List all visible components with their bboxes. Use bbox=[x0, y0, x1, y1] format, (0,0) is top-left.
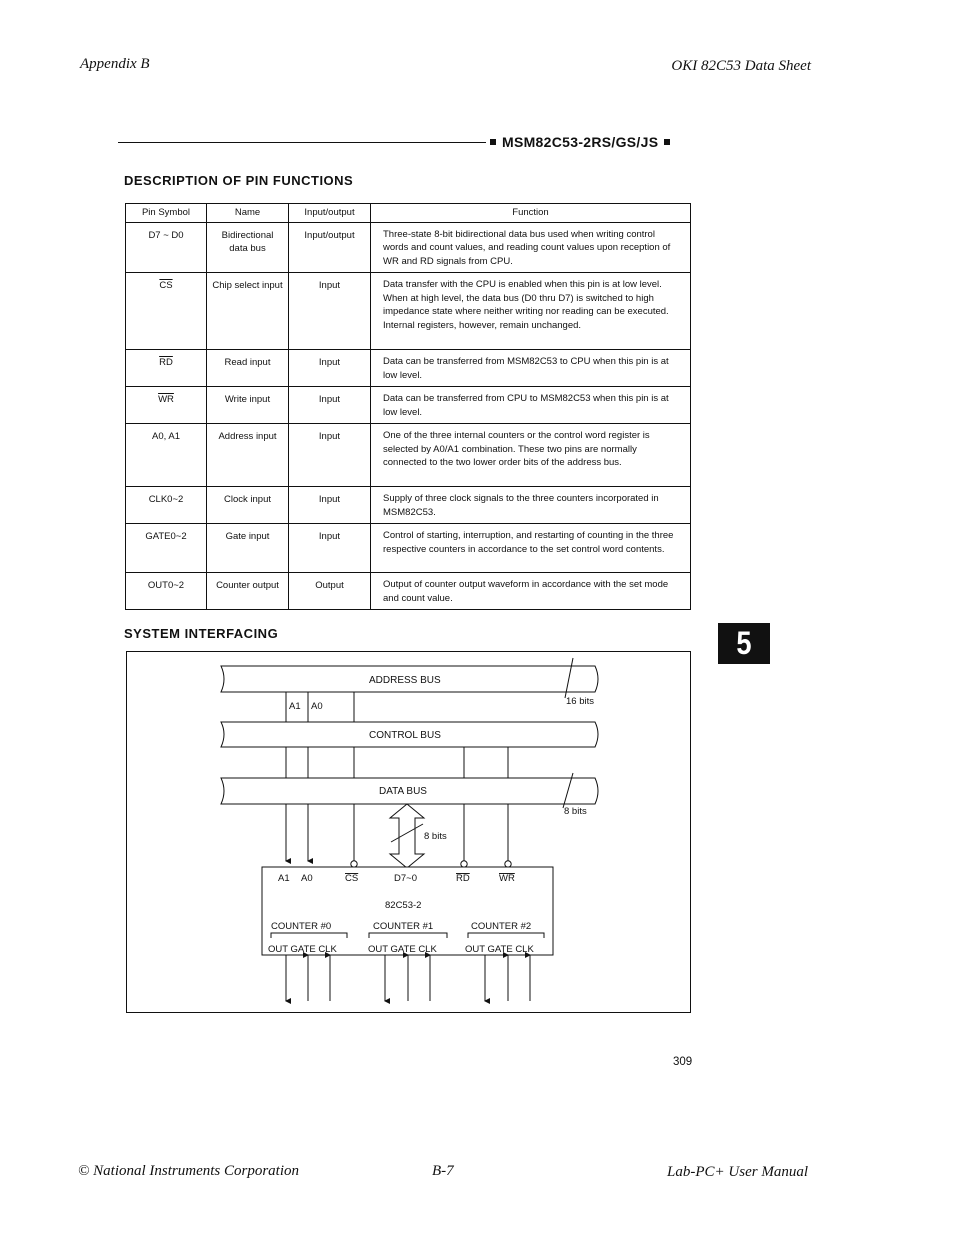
col-header-io: Input/output bbox=[289, 204, 371, 223]
section-heading-interfacing: SYSTEM INTERFACING bbox=[124, 626, 279, 641]
footer-copyright: © National Instruments Corporation bbox=[78, 1163, 300, 1179]
pin-function-cell: Three-state 8-bit bidirectional data bus used when writing control words and count values, and reading count values upon reception of WR and RD signals from CPU. bbox=[371, 222, 691, 273]
table-row bbox=[126, 424, 691, 487]
pin-name-cell: Chip select input bbox=[207, 273, 289, 350]
chip-pin-cs: CS bbox=[345, 873, 359, 884]
pin-function-cell: Supply of three clock signals to the three counters incorporated in MSM82C53. bbox=[371, 487, 691, 524]
pin-function-cell: One of the three internal counters or the control word register is selected by A0/A1 combination. These two pins are normally connected to the two lower order bits of the address bus. bbox=[371, 424, 691, 487]
table-row bbox=[126, 222, 691, 273]
a1-label: A1 bbox=[289, 701, 301, 712]
system-interfacing-diagram bbox=[126, 651, 691, 1013]
data-bidirectional-arrow bbox=[390, 804, 424, 868]
pin-symbol-cell: A0, A1 bbox=[126, 424, 207, 487]
pin-name-cell: Write input bbox=[207, 387, 289, 424]
pin-io-cell: Input bbox=[289, 387, 371, 424]
table-row bbox=[126, 573, 691, 610]
pin-function-cell: Data can be transferred from MSM82C53 to CPU when this pin is at low level. bbox=[371, 350, 691, 387]
pin-io-cell: Input bbox=[289, 350, 371, 387]
pin-io-cell: Input bbox=[289, 487, 371, 524]
counter-2-label: COUNTER #2 bbox=[471, 921, 532, 932]
pin-io-cell: Output bbox=[289, 573, 371, 610]
model-title bbox=[484, 134, 676, 150]
pin-symbol-cell: CS bbox=[126, 273, 207, 350]
address-bus-label: ADDRESS BUS bbox=[369, 675, 441, 686]
chip-name: 82C53-2 bbox=[385, 900, 422, 911]
pin-io-cell: Input bbox=[289, 273, 371, 350]
pin-name-cell: Read input bbox=[207, 350, 289, 387]
table-row bbox=[126, 524, 691, 573]
chip-pin-a0: A0 bbox=[301, 873, 313, 884]
table-row bbox=[126, 273, 691, 350]
counter-2-pins: OUT GATE CLK bbox=[465, 944, 534, 955]
page-number: 309 bbox=[673, 1056, 693, 1068]
table-header-row bbox=[126, 204, 691, 223]
counter-1-pins: OUT GATE CLK bbox=[368, 944, 437, 955]
pin-name-cell: Counter output bbox=[207, 573, 289, 610]
table-row bbox=[126, 487, 691, 524]
chip-pin-d7-0: D7~0 bbox=[394, 873, 417, 884]
pin-io-cell: Input bbox=[289, 524, 371, 573]
address-width-label: 16 bits bbox=[566, 696, 594, 707]
table-row bbox=[126, 387, 691, 424]
col-header-function: Function bbox=[371, 204, 691, 223]
pin-symbol-cell: CLK0~2 bbox=[126, 487, 207, 524]
pin-function-cell: Control of starting, interruption, and restarting of counting in the three respective counters in accordance to the set control word contents. bbox=[371, 524, 691, 573]
section-tab-number: 5 bbox=[736, 625, 752, 661]
footer-manual-title: Lab-PC+ User Manual bbox=[667, 1164, 808, 1180]
pin-symbol-cell: RD bbox=[126, 350, 207, 387]
counter-0-label: COUNTER #0 bbox=[271, 921, 332, 932]
data-width-label: 8 bits bbox=[564, 806, 587, 817]
pin-function-cell: Data transfer with the CPU is enabled when this pin is at low level. When at high level, the data bus (D0 thru D7) is switched to high impedance state where neither writing nor reading can be executed. Internal registers, however, remain unchanged. bbox=[371, 273, 691, 350]
internal-width-label: 8 bits bbox=[424, 831, 447, 842]
chip-pin-rd: RD bbox=[456, 873, 470, 884]
pin-name-cell: Clock input bbox=[207, 487, 289, 524]
pin-function-cell: Data can be transferred from CPU to MSM82C53 when this pin is at low level. bbox=[371, 387, 691, 424]
pin-symbol-cell: GATE0~2 bbox=[126, 524, 207, 573]
control-bus-label: CONTROL BUS bbox=[369, 730, 441, 741]
col-header-symbol: Pin Symbol bbox=[126, 204, 207, 223]
header-document-title: OKI 82C53 Data Sheet bbox=[671, 58, 811, 74]
diagram-svg bbox=[127, 652, 690, 1012]
chip-pin-a1: A1 bbox=[278, 873, 290, 884]
table-row bbox=[126, 350, 691, 387]
pin-io-cell: Input bbox=[289, 424, 371, 487]
footer-page-ref: B-7 bbox=[432, 1163, 454, 1179]
section-tab bbox=[718, 623, 770, 664]
pin-function-cell: Output of counter output waveform in accordance with the set mode and count value. bbox=[371, 573, 691, 610]
section-heading-pins: DESCRIPTION OF PIN FUNCTIONS bbox=[124, 173, 354, 188]
a0-label: A0 bbox=[311, 701, 323, 712]
col-header-name: Name bbox=[207, 204, 289, 223]
pin-name-cell: Bidirectional data bus bbox=[207, 222, 289, 273]
pin-function-table bbox=[125, 203, 691, 610]
pin-io-cell: Input/output bbox=[289, 222, 371, 273]
counter-1-label: COUNTER #1 bbox=[373, 921, 434, 932]
pin-symbol-cell: WR bbox=[126, 387, 207, 424]
data-bus-label: DATA BUS bbox=[379, 786, 427, 797]
pin-name-cell: Gate input bbox=[207, 524, 289, 573]
model-title-text: MSM82C53-2RS/GS/JS bbox=[502, 134, 659, 150]
pin-symbol-cell: D7 ~ D0 bbox=[126, 222, 207, 273]
pin-symbol-cell: OUT0~2 bbox=[126, 573, 207, 610]
title-rule bbox=[118, 142, 486, 143]
pin-name-cell: Address input bbox=[207, 424, 289, 487]
counter-0-pins: OUT GATE CLK bbox=[268, 944, 337, 955]
header-section-label: Appendix B bbox=[80, 56, 150, 72]
chip-pin-wr: WR bbox=[499, 873, 515, 884]
